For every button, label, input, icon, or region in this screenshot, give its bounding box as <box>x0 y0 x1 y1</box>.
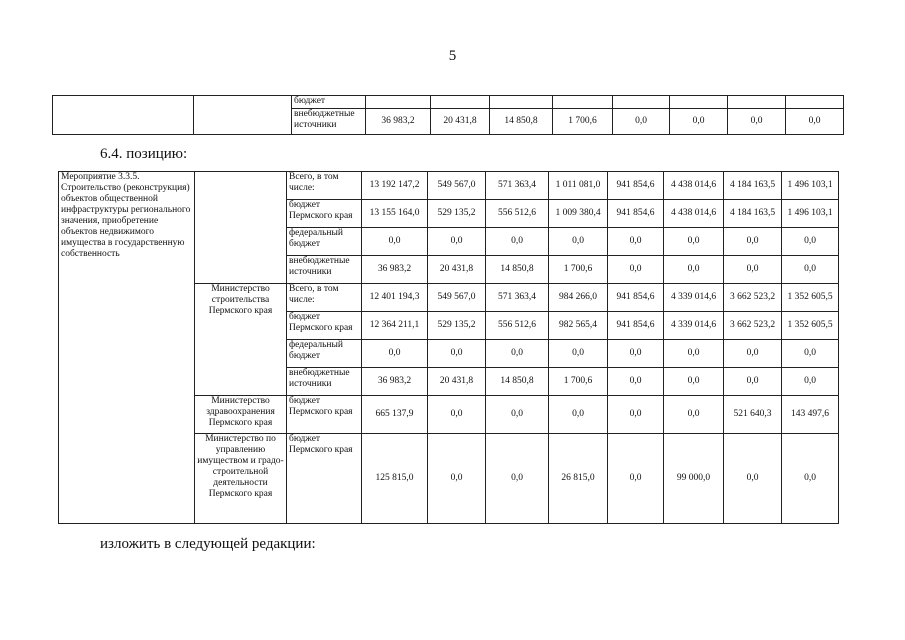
value-cell: 0,0 <box>549 396 608 434</box>
section-heading: 6.4. позицию: <box>100 146 188 162</box>
measure-table <box>58 171 839 524</box>
value-cell: 0,0 <box>608 340 664 368</box>
value-cell: 0,0 <box>608 368 664 396</box>
value-cell: 0,0 <box>428 340 486 368</box>
funding-source-cell: бюджет <box>292 96 366 109</box>
value-cell: 1 496 103,1 <box>782 200 839 228</box>
value-cell: 529 135,2 <box>428 312 486 340</box>
value-cell: 0,0 <box>724 256 782 284</box>
value-cell: 0,0 <box>724 340 782 368</box>
value-cell: 0,0 <box>608 228 664 256</box>
table-row <box>59 172 839 200</box>
value-cell: 1 352 605,5 <box>782 284 839 312</box>
value-cell: 941 854,6 <box>608 312 664 340</box>
value-cell: 0,0 <box>549 340 608 368</box>
responsible-org-cell: Министерство по управлению имуществом и градо-строительной деятельности Пермского края <box>195 434 287 524</box>
value-cell: 1 496 103,1 <box>782 172 839 200</box>
responsible-org-cell: Министерство строительства Пермского края <box>195 284 287 396</box>
value-cell: 0,0 <box>549 228 608 256</box>
value-cell: 941 854,6 <box>608 172 664 200</box>
value-cell: 571 363,4 <box>486 284 549 312</box>
value-cell: 36 983,2 <box>362 368 428 396</box>
value-cell: 665 137,9 <box>362 396 428 434</box>
value-cell: 0,0 <box>664 340 724 368</box>
value-cell: 0,0 <box>782 228 839 256</box>
value-cell: 13 192 147,2 <box>362 172 428 200</box>
value-cell: 1 009 380,4 <box>549 200 608 228</box>
value-cell: 4 438 014,6 <box>664 200 724 228</box>
value-cell: 1 700,6 <box>553 109 613 135</box>
value-cell: 984 266,0 <box>549 284 608 312</box>
funding-source-cell: внебюджетные источники <box>287 368 362 396</box>
table-row <box>53 96 844 109</box>
value-cell: 0,0 <box>782 434 839 524</box>
value-cell: 14 850,8 <box>490 109 553 135</box>
funding-source-cell: внебюджетные источники <box>292 109 366 135</box>
value-cell: 4 438 014,6 <box>664 172 724 200</box>
funding-source-cell: Всего, в том числе: <box>287 284 362 312</box>
org-cell <box>194 96 292 135</box>
funding-source-cell: бюджет Пермского края <box>287 200 362 228</box>
value-cell: 0,0 <box>486 396 549 434</box>
value-cell: 0,0 <box>664 228 724 256</box>
value-cell <box>553 96 613 109</box>
funding-source-cell: бюджет Пермского края <box>287 312 362 340</box>
value-cell: 0,0 <box>782 368 839 396</box>
value-cell: 549 567,0 <box>428 284 486 312</box>
value-cell: 0,0 <box>724 368 782 396</box>
value-cell: 0,0 <box>608 396 664 434</box>
funding-source-cell: федеральный бюджет <box>287 228 362 256</box>
value-cell: 20 431,8 <box>428 256 486 284</box>
value-cell: 1 011 081,0 <box>549 172 608 200</box>
value-cell: 12 401 194,3 <box>362 284 428 312</box>
value-cell: 13 155 164,0 <box>362 200 428 228</box>
value-cell: 0,0 <box>362 228 428 256</box>
value-cell: 556 512,6 <box>486 312 549 340</box>
value-cell: 4 339 014,6 <box>664 312 724 340</box>
value-cell: 36 983,2 <box>362 256 428 284</box>
value-cell <box>728 96 786 109</box>
value-cell: 26 815,0 <box>549 434 608 524</box>
value-cell: 0,0 <box>608 434 664 524</box>
value-cell: 0,0 <box>782 256 839 284</box>
value-cell: 36 983,2 <box>366 109 431 135</box>
value-cell: 571 363,4 <box>486 172 549 200</box>
funding-source-cell: внебюджетные источники <box>287 256 362 284</box>
value-cell: 0,0 <box>782 340 839 368</box>
value-cell: 0,0 <box>428 396 486 434</box>
value-cell: 0,0 <box>608 256 664 284</box>
value-cell: 0,0 <box>724 434 782 524</box>
value-cell <box>670 96 728 109</box>
value-cell <box>366 96 431 109</box>
continuation-table <box>52 95 844 135</box>
value-cell: 0,0 <box>664 396 724 434</box>
value-cell: 1 352 605,5 <box>782 312 839 340</box>
footer-text: изложить в следующей редакции: <box>100 536 316 552</box>
value-cell: 1 700,6 <box>549 256 608 284</box>
value-cell: 1 700,6 <box>549 368 608 396</box>
value-cell: 0,0 <box>613 109 670 135</box>
value-cell: 0,0 <box>728 109 786 135</box>
value-cell <box>786 96 844 109</box>
value-cell: 0,0 <box>486 228 549 256</box>
measure-name-cell: Мероприятие 3.3.5. Строительство (реконструкция) объектов общественной инфраструктуры регионального значения, приобретение объектов недвижимого имущества в государственную собственность <box>59 172 195 524</box>
value-cell: 941 854,6 <box>608 284 664 312</box>
value-cell: 4 339 014,6 <box>664 284 724 312</box>
value-cell: 20 431,8 <box>431 109 490 135</box>
value-cell: 4 184 163,5 <box>724 200 782 228</box>
value-cell: 0,0 <box>786 109 844 135</box>
measure-cell <box>53 96 194 135</box>
value-cell: 14 850,8 <box>486 256 549 284</box>
value-cell: 0,0 <box>664 256 724 284</box>
responsible-org-cell: Министерство здравоохранения Пермского края <box>195 396 287 434</box>
funding-source-cell: бюджет Пермского края <box>287 396 362 434</box>
value-cell: 0,0 <box>486 340 549 368</box>
funding-source-cell: федеральный бюджет <box>287 340 362 368</box>
value-cell: 3 662 523,2 <box>724 284 782 312</box>
value-cell: 125 815,0 <box>362 434 428 524</box>
value-cell: 556 512,6 <box>486 200 549 228</box>
value-cell: 941 854,6 <box>608 200 664 228</box>
value-cell: 0,0 <box>486 434 549 524</box>
value-cell: 4 184 163,5 <box>724 172 782 200</box>
value-cell: 0,0 <box>362 340 428 368</box>
value-cell: 20 431,8 <box>428 368 486 396</box>
value-cell: 14 850,8 <box>486 368 549 396</box>
value-cell: 529 135,2 <box>428 200 486 228</box>
value-cell: 99 000,0 <box>664 434 724 524</box>
value-cell <box>431 96 490 109</box>
page-number: 5 <box>448 48 457 64</box>
value-cell: 549 567,0 <box>428 172 486 200</box>
value-cell: 0,0 <box>670 109 728 135</box>
value-cell: 0,0 <box>428 434 486 524</box>
value-cell: 0,0 <box>724 228 782 256</box>
value-cell: 12 364 211,1 <box>362 312 428 340</box>
responsible-org-cell <box>195 172 287 284</box>
funding-source-cell: бюджет Пермского края <box>287 434 362 524</box>
value-cell: 0,0 <box>664 368 724 396</box>
value-cell: 982 565,4 <box>549 312 608 340</box>
value-cell <box>613 96 670 109</box>
value-cell: 521 640,3 <box>724 396 782 434</box>
funding-source-cell: Всего, в том числе: <box>287 172 362 200</box>
value-cell: 3 662 523,2 <box>724 312 782 340</box>
value-cell <box>490 96 553 109</box>
value-cell: 0,0 <box>428 228 486 256</box>
value-cell: 143 497,6 <box>782 396 839 434</box>
